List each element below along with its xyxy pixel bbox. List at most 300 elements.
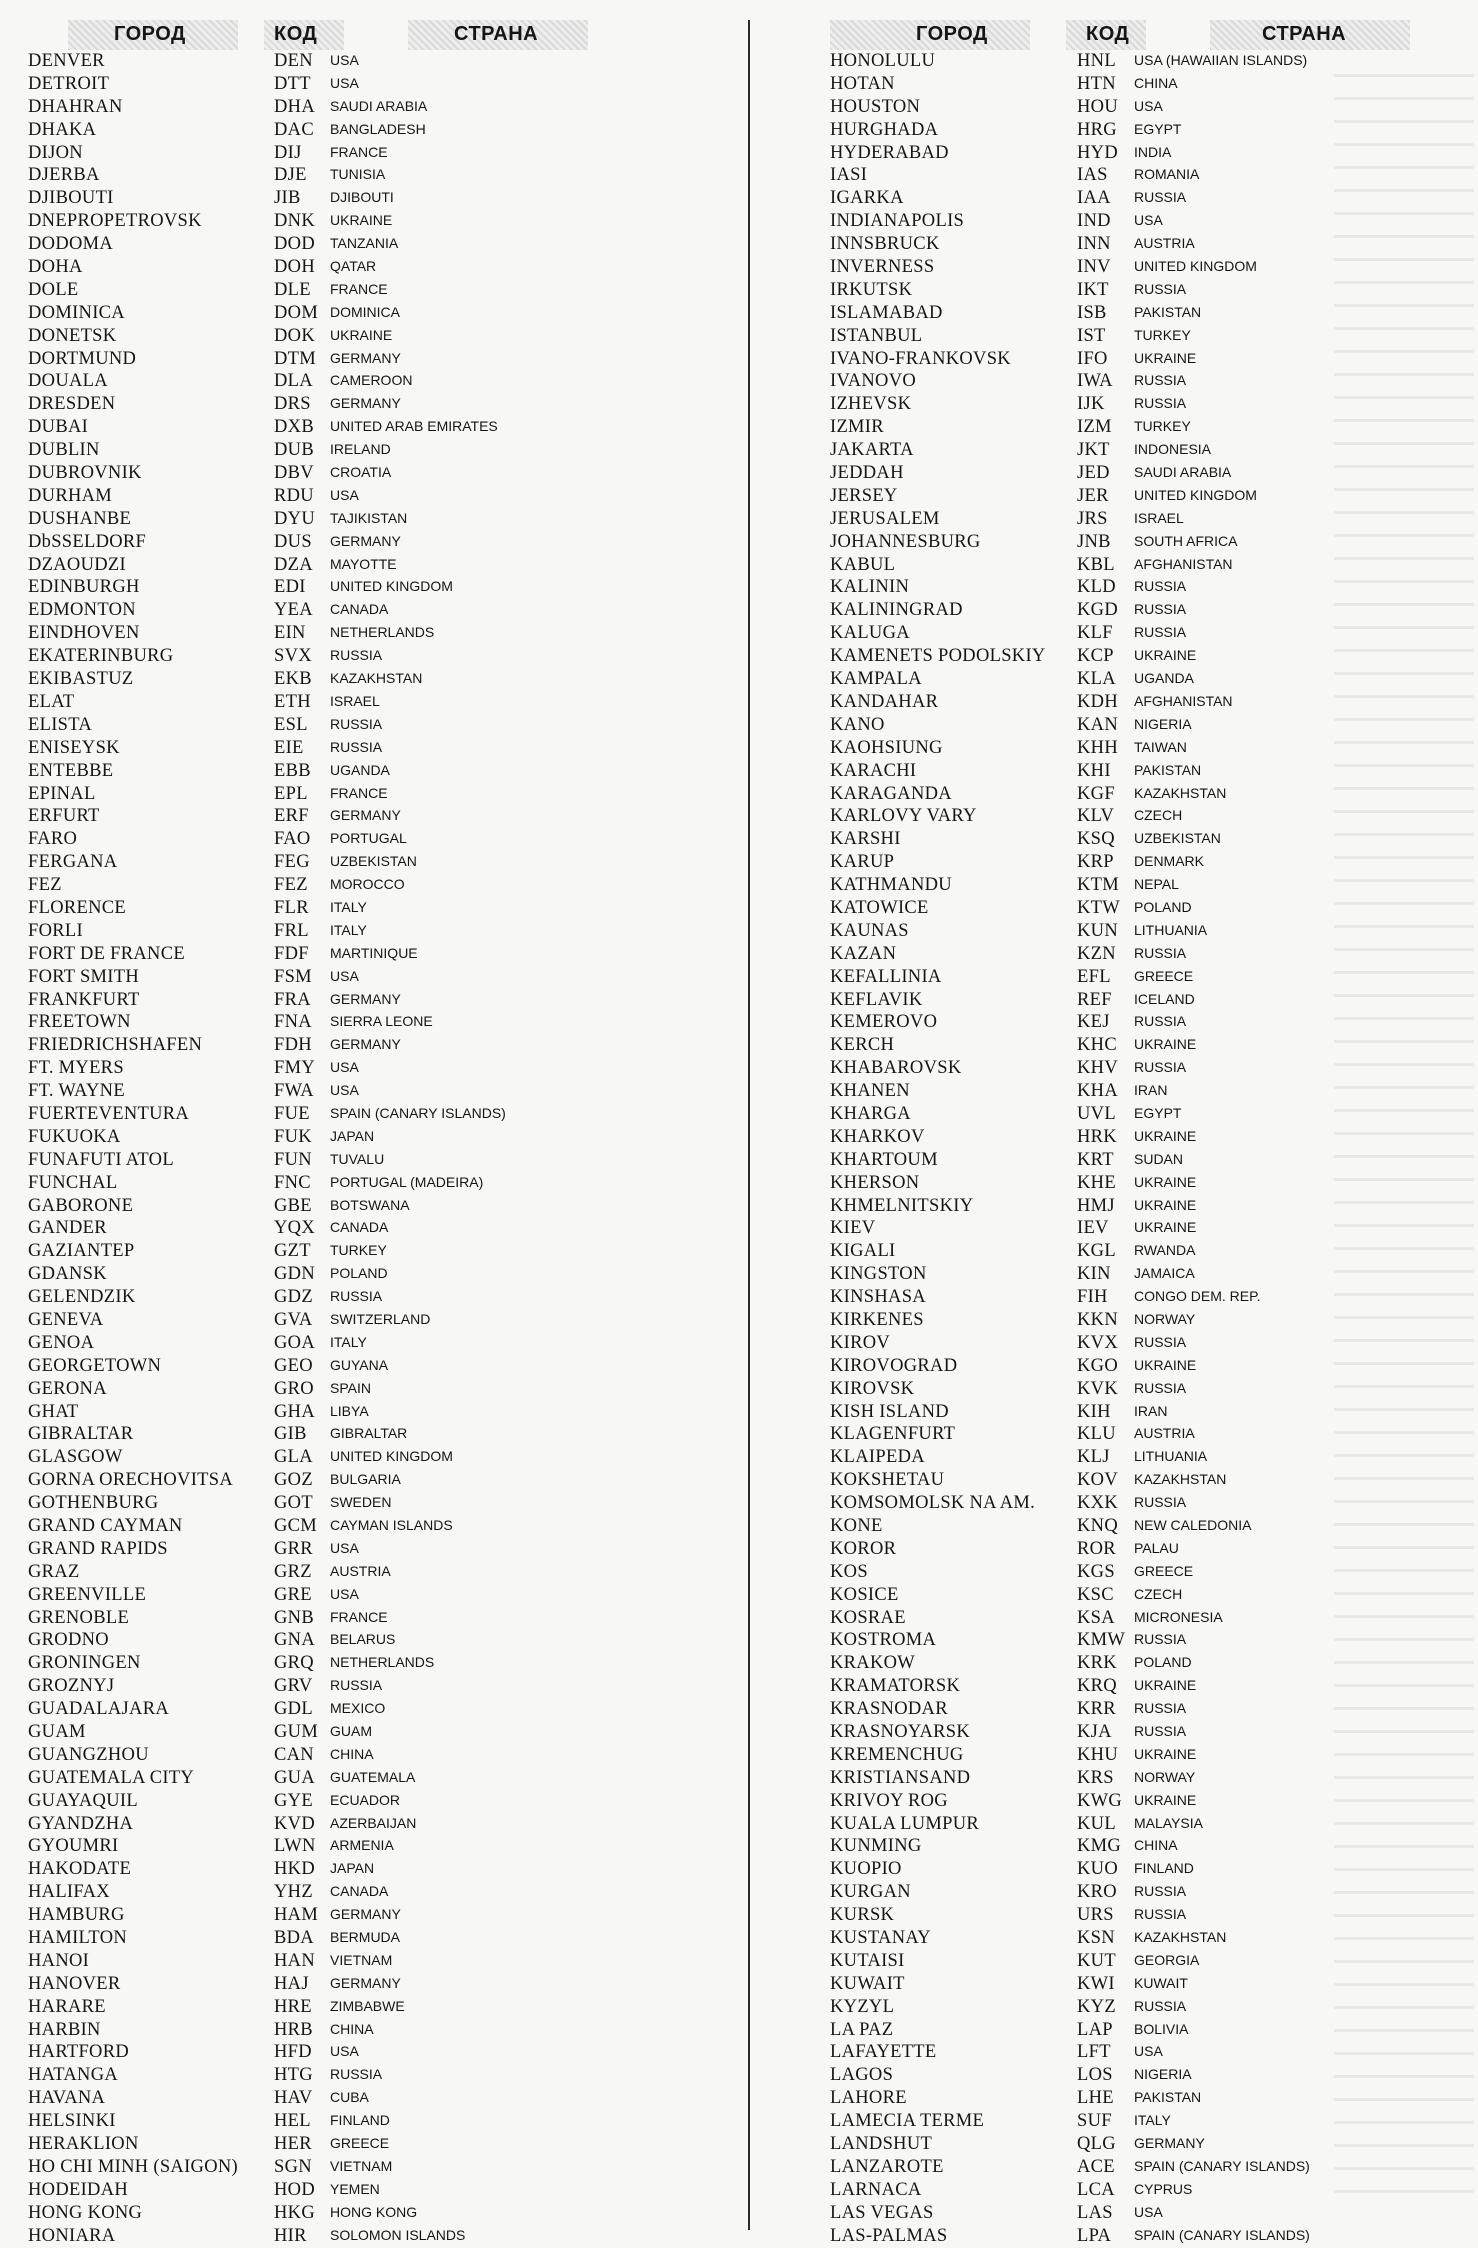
- table-row: [28, 1011, 728, 1034]
- country-cell: FRANCE: [330, 784, 388, 801]
- header-city: ГОРОД: [114, 23, 186, 45]
- code-cell: KYZ: [1077, 1996, 1116, 2017]
- code-cell: HRB: [274, 2019, 313, 2040]
- country-cell: DOMINICA: [330, 303, 400, 320]
- code-cell: KGL: [1077, 1241, 1116, 1262]
- code-cell: HRE: [274, 1996, 312, 2017]
- table-row: [28, 50, 728, 73]
- code-cell: DYU: [274, 508, 315, 529]
- country-cell: AFGHANISTAN: [1134, 555, 1233, 572]
- country-cell: UNITED KINGDOM: [1134, 486, 1257, 503]
- table-row: [830, 897, 1470, 920]
- table-row: [830, 1652, 1470, 1675]
- country-cell: TAIWAN: [1134, 738, 1187, 755]
- city-cell: FREETOWN: [28, 1012, 131, 1033]
- country-cell: RUSSIA: [1134, 1494, 1187, 1511]
- city-cell: IVANOVO: [830, 371, 917, 392]
- country-cell: RUSSIA: [330, 1677, 383, 1694]
- code-cell: DUS: [274, 531, 312, 552]
- table-row: [28, 599, 728, 622]
- city-cell: GIBRALTAR: [28, 1424, 134, 1445]
- table-row: [28, 1195, 728, 1218]
- table-row: [28, 96, 728, 119]
- city-cell: KAUNAS: [830, 920, 909, 941]
- table-row: [28, 1492, 728, 1515]
- code-cell: SGN: [274, 2156, 312, 2177]
- code-cell: KTM: [1077, 875, 1120, 896]
- city-cell: DNEPROPETROVSK: [28, 211, 202, 232]
- code-cell: KGS: [1077, 1561, 1115, 1582]
- table-row: [28, 2041, 728, 2064]
- country-cell: RUSSIA: [1134, 578, 1187, 595]
- country-cell: BANGLADESH: [330, 120, 426, 137]
- country-cell: RUSSIA: [1134, 1333, 1187, 1350]
- country-cell: RUSSIA: [1134, 280, 1187, 297]
- code-cell: KGD: [1077, 600, 1118, 621]
- table-row: [28, 2225, 728, 2248]
- country-cell: FINLAND: [1134, 1860, 1194, 1877]
- table-row: [28, 1652, 728, 1675]
- city-cell: EKIBASTUZ: [28, 669, 134, 690]
- city-cell: KIROVSK: [830, 1378, 915, 1399]
- code-cell: KZN: [1077, 943, 1116, 964]
- table-row: [830, 233, 1470, 256]
- city-cell: DOHA: [28, 257, 83, 278]
- table-row: [830, 348, 1470, 371]
- code-cell: GBE: [274, 1195, 312, 1216]
- country-cell: TURKEY: [330, 1242, 387, 1259]
- city-cell: KATOWICE: [830, 897, 929, 918]
- code-cell: GCM: [274, 1516, 318, 1536]
- city-cell: DOMINICA: [28, 302, 125, 323]
- code-cell: GDN: [274, 1264, 315, 1285]
- city-cell: DJIBOUTI: [28, 188, 114, 209]
- city-cell: KERCH: [830, 1035, 895, 1056]
- code-cell: GRQ: [274, 1653, 314, 1674]
- country-cell: USA: [1134, 2203, 1163, 2220]
- code-cell: YQX: [274, 1218, 315, 1239]
- table-row: [830, 1332, 1470, 1355]
- table-row: [830, 1904, 1470, 1927]
- city-cell: INNSBRUCK: [830, 234, 940, 255]
- right-rows: [830, 50, 1470, 2248]
- code-cell: KAN: [1077, 714, 1118, 735]
- table-row: [830, 1378, 1470, 1401]
- table-row: [28, 1149, 728, 1172]
- code-cell: GLA: [274, 1447, 313, 1468]
- city-cell: GUATEMALA CITY: [28, 1767, 195, 1788]
- code-cell: KHU: [1077, 1744, 1118, 1765]
- table-row: [28, 874, 728, 897]
- table-row: [28, 302, 728, 325]
- code-cell: HYD: [1077, 142, 1118, 163]
- code-cell: IAA: [1077, 188, 1111, 209]
- city-cell: JERSEY: [830, 485, 898, 506]
- country-cell: MOROCCO: [330, 876, 405, 893]
- city-cell: DUBROVNIK: [28, 463, 142, 484]
- country-cell: BOLIVIA: [1134, 2020, 1189, 2037]
- table-row: [830, 508, 1470, 531]
- code-cell: FIH: [1077, 1287, 1108, 1308]
- country-cell: TUVALU: [330, 1150, 385, 1167]
- code-cell: HAJ: [274, 1973, 309, 1994]
- table-row: [28, 1217, 728, 1240]
- country-cell: FRANCE: [330, 143, 388, 160]
- code-cell: RDU: [274, 485, 314, 506]
- city-cell: GEORGETOWN: [28, 1355, 162, 1376]
- table-row: [28, 714, 728, 737]
- country-cell: HONG KONG: [330, 2203, 418, 2220]
- city-cell: KHARKOV: [830, 1126, 925, 1147]
- table-row: [28, 622, 728, 645]
- table-row: [28, 119, 728, 142]
- table-row: [830, 210, 1470, 233]
- city-cell: DETROIT: [28, 73, 110, 94]
- city-cell: GYOUMRI: [28, 1836, 119, 1857]
- code-cell: GNA: [274, 1630, 315, 1651]
- code-cell: GOT: [274, 1493, 313, 1514]
- table-row: [28, 1835, 728, 1858]
- code-cell: EBB: [274, 760, 311, 781]
- country-cell: INDIA: [1134, 143, 1172, 160]
- city-cell: GUANGZHOU: [28, 1744, 149, 1765]
- city-cell: HONOLULU: [830, 51, 936, 71]
- country-cell: NEPAL: [1134, 876, 1179, 893]
- table-row: [28, 668, 728, 691]
- country-cell: EGYPT: [1134, 1104, 1182, 1121]
- city-cell: GABORONE: [28, 1195, 134, 1216]
- code-cell: FNA: [274, 1012, 312, 1033]
- code-cell: GDZ: [274, 1287, 313, 1308]
- table-row: [830, 851, 1470, 874]
- header-code: КОД: [1086, 23, 1130, 45]
- table-row: [28, 1469, 728, 1492]
- code-cell: INV: [1077, 257, 1111, 278]
- table-row: [28, 760, 728, 783]
- table-row: [830, 2156, 1470, 2179]
- country-cell: FRANCE: [330, 1608, 388, 1625]
- code-cell: KLD: [1077, 577, 1116, 598]
- country-cell: USA: [1134, 212, 1163, 229]
- table-row: [830, 1561, 1470, 1584]
- header-country: СТРАНА: [454, 23, 539, 45]
- city-cell: DUBLIN: [28, 440, 100, 461]
- country-cell: UKRAINE: [1134, 1036, 1197, 1053]
- code-cell: IEV: [1077, 1218, 1109, 1239]
- city-cell: KARLOVY VARY: [830, 806, 977, 827]
- code-cell: KMG: [1077, 1836, 1122, 1857]
- city-cell: DOUALA: [28, 371, 108, 392]
- code-cell: HER: [274, 2134, 312, 2155]
- city-cell: DIJON: [28, 142, 83, 163]
- country-cell: GIBRALTAR: [330, 1425, 408, 1442]
- code-cell: GZT: [274, 1241, 311, 1262]
- code-cell: DIJ: [274, 142, 302, 163]
- country-cell: USA: [330, 1059, 359, 1076]
- code-cell: KRO: [1077, 1882, 1117, 1903]
- country-cell: GREECE: [330, 2135, 390, 2152]
- country-cell: YEMEN: [330, 2180, 380, 2197]
- country-cell: EGYPT: [1134, 120, 1182, 137]
- country-cell: UZBEKISTAN: [330, 853, 417, 870]
- city-cell: HOTAN: [830, 73, 895, 94]
- country-cell: ITALY: [330, 1333, 367, 1350]
- country-cell: ISRAEL: [330, 692, 380, 709]
- table-row: [830, 187, 1470, 210]
- country-cell: UKRAINE: [1134, 1356, 1197, 1373]
- code-cell: IST: [1077, 325, 1106, 346]
- country-cell: MICRONESIA: [1134, 1608, 1223, 1625]
- table-row: [830, 531, 1470, 554]
- code-cell: GRZ: [274, 1561, 312, 1582]
- table-row: [830, 302, 1470, 325]
- table-row: [830, 2179, 1470, 2202]
- country-cell: BELARUS: [330, 1631, 396, 1648]
- country-cell: SOUTH AFRICA: [1134, 532, 1238, 549]
- city-cell: KRASNODAR: [830, 1699, 948, 1720]
- column-divider: [748, 20, 750, 2230]
- country-cell: CANADA: [330, 1219, 389, 1236]
- code-cell: GOA: [274, 1332, 315, 1353]
- table-row: [28, 1584, 728, 1607]
- country-cell: SOLOMON ISLANDS: [330, 2226, 466, 2243]
- table-row: [28, 393, 728, 416]
- country-cell: INDONESIA: [1134, 441, 1212, 458]
- country-cell: KAZAKHSTAN: [1134, 784, 1227, 801]
- country-cell: FRANCE: [330, 280, 388, 297]
- city-cell: FUNAFUTI ATOL: [28, 1149, 174, 1170]
- country-cell: GERMANY: [330, 990, 401, 1007]
- country-cell: UKRAINE: [330, 326, 393, 343]
- city-cell: KUSTANAY: [830, 1928, 931, 1949]
- code-cell: LAS: [1077, 2202, 1113, 2223]
- city-cell: DJERBA: [28, 165, 100, 186]
- table-row: [830, 1584, 1470, 1607]
- table-row: [830, 554, 1470, 577]
- country-cell: CZECH: [1134, 807, 1183, 824]
- code-cell: HRG: [1077, 119, 1117, 140]
- table-row: [28, 1103, 728, 1126]
- code-cell: DNK: [274, 211, 315, 232]
- code-cell: INN: [1077, 234, 1111, 255]
- country-cell: SAUDI ARABIA: [330, 97, 428, 114]
- table-row: [28, 966, 728, 989]
- table-row: [830, 1492, 1470, 1515]
- country-cell: ICELAND: [1134, 990, 1195, 1007]
- code-cell: ERF: [274, 806, 309, 827]
- city-cell: IGARKA: [830, 188, 904, 209]
- country-cell: USA: [330, 52, 359, 68]
- city-cell: KRAMATORSK: [830, 1676, 961, 1697]
- city-cell: KOSTROMA: [830, 1630, 937, 1651]
- table-row: [28, 1080, 728, 1103]
- table-row: [28, 989, 728, 1012]
- table-row: [28, 1355, 728, 1378]
- country-cell: SPAIN (CANARY ISLANDS): [1134, 2226, 1310, 2243]
- city-cell: KINSHASA: [830, 1287, 926, 1308]
- table-row: [28, 1515, 728, 1538]
- city-cell: KOKSHETAU: [830, 1470, 945, 1491]
- code-cell: ISB: [1077, 302, 1107, 323]
- table-row: [830, 164, 1470, 187]
- country-cell: SPAIN (CANARY ISLANDS): [1134, 2157, 1310, 2174]
- code-cell: KOV: [1077, 1470, 1118, 1491]
- code-cell: FUE: [274, 1103, 310, 1124]
- table-row: [28, 1309, 728, 1332]
- country-cell: SPAIN (CANARY ISLANDS): [330, 1104, 506, 1121]
- code-cell: FAO: [274, 829, 311, 850]
- left-header: [28, 20, 728, 50]
- city-cell: HALIFAX: [28, 1882, 110, 1903]
- table-row: [28, 943, 728, 966]
- city-cell: KLAGENFURT: [830, 1424, 956, 1445]
- city-cell: FT. WAYNE: [28, 1081, 125, 1102]
- city-cell: HAKODATE: [28, 1859, 132, 1880]
- code-cell: FEZ: [274, 875, 308, 896]
- table-row: [830, 119, 1470, 142]
- code-cell: GIB: [274, 1424, 307, 1445]
- country-cell: UKRAINE: [1134, 1791, 1197, 1808]
- table-row: [28, 1721, 728, 1744]
- table-row: [830, 1423, 1470, 1446]
- country-cell: KUWAIT: [1134, 1974, 1188, 1991]
- table-row: [830, 691, 1470, 714]
- city-cell: GOTHENBURG: [28, 1493, 159, 1514]
- code-cell: KGF: [1077, 783, 1115, 804]
- table-row: [830, 416, 1470, 439]
- table-row: [28, 2087, 728, 2110]
- country-cell: CHINA: [1134, 1837, 1178, 1854]
- code-cell: JRS: [1077, 508, 1108, 529]
- city-cell: GYANDZHA: [28, 1813, 134, 1834]
- code-cell: GDL: [274, 1699, 313, 1720]
- country-cell: TUNISIA: [330, 166, 386, 183]
- code-cell: YEA: [274, 600, 313, 621]
- city-cell: FEZ: [28, 875, 62, 896]
- city-cell: JOHANNESBURG: [830, 531, 981, 552]
- city-cell: LAFAYETTE: [830, 2042, 937, 2063]
- city-cell: FARO: [28, 829, 78, 850]
- code-cell: KUL: [1077, 1813, 1116, 1834]
- city-cell: KHARGA: [830, 1103, 911, 1124]
- code-cell: IND: [1077, 211, 1111, 232]
- code-cell: FUN: [274, 1149, 312, 1170]
- city-cell: HARARE: [28, 1996, 106, 2017]
- code-cell: FLR: [274, 897, 309, 918]
- city-cell: GRAND CAYMAN: [28, 1516, 183, 1536]
- country-cell: NIGERIA: [1134, 715, 1192, 732]
- table-row: [28, 279, 728, 302]
- country-cell: RUSSIA: [1134, 1013, 1187, 1030]
- country-cell: RUSSIA: [1134, 624, 1187, 641]
- city-cell: KYZYL: [830, 1996, 895, 2017]
- city-cell: FORT SMITH: [28, 966, 140, 987]
- city-cell: KARSHI: [830, 829, 901, 850]
- country-cell: USA (HAWAIIAN ISLANDS): [1134, 52, 1308, 68]
- city-cell: HAMILTON: [28, 1928, 128, 1949]
- city-cell: INDIANAPOLIS: [830, 211, 965, 232]
- table-row: [830, 370, 1470, 393]
- table-row: [28, 737, 728, 760]
- city-cell: HYDERABAD: [830, 142, 949, 163]
- code-cell: CAN: [274, 1744, 314, 1765]
- city-cell: FRIEDRICHSHAFEN: [28, 1035, 203, 1056]
- code-cell: DEN: [274, 51, 313, 71]
- code-cell: GNB: [274, 1607, 314, 1628]
- code-cell: KLJ: [1077, 1447, 1110, 1468]
- city-cell: ISTANBUL: [830, 325, 923, 346]
- code-cell: HKG: [274, 2202, 315, 2223]
- table-row: [28, 439, 728, 462]
- table-row: [28, 325, 728, 348]
- city-cell: KUTAISI: [830, 1950, 905, 1971]
- country-cell: UZBEKISTAN: [1134, 830, 1221, 847]
- left-rows: [28, 50, 728, 2248]
- code-cell: HOD: [274, 2179, 315, 2200]
- table-row: [28, 485, 728, 508]
- code-cell: IWA: [1077, 371, 1113, 392]
- code-cell: HNL: [1077, 51, 1116, 71]
- city-cell: KANDAHAR: [830, 691, 939, 712]
- code-cell: HMJ: [1077, 1195, 1115, 1216]
- table-row: [830, 2225, 1470, 2248]
- table-row: [830, 256, 1470, 279]
- city-cell: GELENDZIK: [28, 1287, 136, 1308]
- city-cell: JERUSALEM: [830, 508, 940, 529]
- city-cell: LARNACA: [830, 2179, 922, 2200]
- table-row: [28, 1675, 728, 1698]
- country-cell: IRELAND: [330, 441, 391, 458]
- code-cell: JED: [1077, 463, 1110, 484]
- city-cell: KUWAIT: [830, 1973, 905, 1994]
- city-cell: DbSSELDORF: [28, 531, 147, 552]
- city-cell: GENOA: [28, 1332, 95, 1353]
- country-cell: UKRAINE: [1134, 647, 1197, 664]
- country-cell: RUSSIA: [1134, 944, 1187, 961]
- table-row: [830, 2041, 1470, 2064]
- city-cell: KALININGRAD: [830, 600, 963, 621]
- city-cell: HONIARA: [28, 2225, 116, 2246]
- code-cell: KRS: [1077, 1767, 1114, 1788]
- city-cell: FLORENCE: [28, 897, 126, 918]
- country-cell: PORTUGAL: [330, 830, 407, 847]
- country-cell: GREECE: [1134, 1562, 1194, 1579]
- table-row: [830, 1767, 1470, 1790]
- country-cell: NORWAY: [1134, 1310, 1196, 1327]
- table-row: [830, 1973, 1470, 1996]
- country-cell: ISRAEL: [1134, 509, 1184, 526]
- city-cell: ISLAMABAD: [830, 302, 943, 323]
- country-cell: USA: [330, 486, 359, 503]
- code-cell: HTG: [274, 2065, 313, 2086]
- country-cell: CHINA: [1134, 74, 1178, 91]
- table-row: [830, 2133, 1470, 2156]
- table-row: [28, 508, 728, 531]
- table-row: [830, 2202, 1470, 2225]
- city-cell: DRESDEN: [28, 394, 116, 415]
- city-cell: LA PAZ: [830, 2019, 894, 2040]
- code-cell: GRO: [274, 1378, 314, 1399]
- table-row: [830, 1401, 1470, 1424]
- country-cell: POLAND: [1134, 1654, 1192, 1671]
- city-cell: ENTEBBE: [28, 760, 114, 781]
- city-cell: KOS: [830, 1561, 868, 1582]
- country-cell: DJIBOUTI: [330, 189, 394, 206]
- table-row: [830, 1240, 1470, 1263]
- city-cell: HAVANA: [28, 2088, 106, 2109]
- city-cell: DUSHANBE: [28, 508, 132, 529]
- code-cell: KRT: [1077, 1149, 1114, 1170]
